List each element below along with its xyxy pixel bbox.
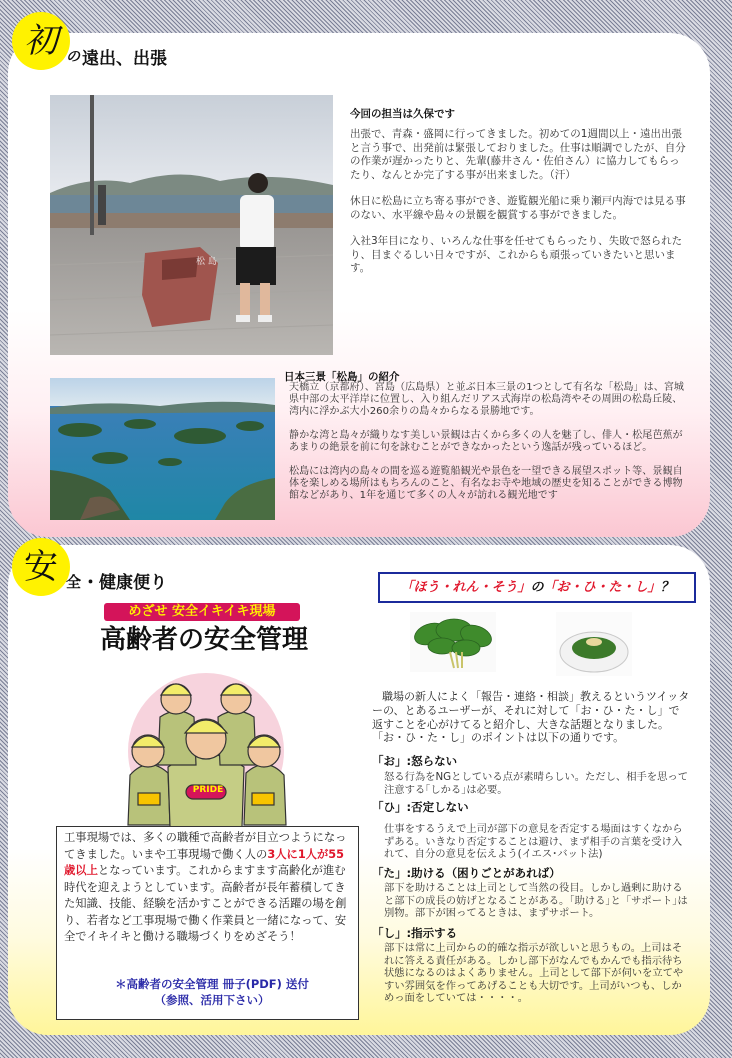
question-connector: の: [530, 580, 544, 595]
question-mark: ？: [660, 580, 674, 595]
matsushima-paragraph: 静かな湾と島々が織りなす美しい景観は古くから多くの人を魅了し、俳人・松尾芭蕉があまりの絶景を前に句を詠むことができなかったという逸話が残っているほど。: [289, 430, 683, 453]
hourensou-question-box: [378, 572, 696, 603]
poster-banner: めざせ 安全イキイキ現場: [104, 603, 300, 621]
matsushima-text: [289, 382, 689, 515]
ohitashi-intro: 職場の新人によく「報告・連絡・相談」教えるというツイッターの、とあるユーザーが、それに対して「お・ひ・た・し」で返すことを心がけてると紹介し、大きな話題となりました。「お・ひ・た・し」のポイントは以下の通りです。: [372, 690, 690, 745]
section2-badge-char: 安: [24, 547, 58, 587]
question-hourensou: 「ほう・れん・そう」: [400, 580, 531, 595]
matsushima-visit-photo: [50, 95, 333, 355]
question-ohitashi: 「お・ひ・た・し」: [543, 580, 661, 595]
section1-title: 遠出、出張: [82, 49, 167, 69]
pdf-booklet-notice: ＊高齢者の安全管理 冊子(PDF) 送付 （参照、活用下さい）: [115, 977, 309, 1007]
workers-illustration: [108, 655, 304, 827]
staff-paragraph: 出張で、青森・盛岡に行ってきました。初めての1週間以上・遠出出張と言う事で、出発前は緊張しておりました。仕事は順調でしたが、自分の作業が遅かったりと、先輩(藤井さん・佐伯さん）に協力してもらったり、なんとか完了する事が出来ました。（汗）: [350, 128, 686, 181]
section2-title: ・健康便り: [82, 573, 167, 593]
info-text-after: となっています。これからますます高齢化が進む時代を迎えようとしています。高齢者が長年蓄積してきた知識、技能、経験を活かすことができる活躍の場を創り、若者など工事現場で働く作業員と一緒になって、安全でイキイキと働ける職場づくりをめざそう！: [64, 864, 347, 943]
pride-badge: PRIDE: [192, 785, 224, 795]
poster-title: 高齢者の安全管理: [99, 625, 308, 655]
ohitashi-dish-photo: [556, 612, 632, 676]
elderly-safety-text: [64, 830, 354, 946]
hourensou-question: [380, 574, 694, 601]
staff-heading: 今回の担当は久保です: [350, 108, 455, 120]
section1-badge-char: 初: [24, 21, 58, 61]
section2-title-small: 全: [66, 573, 82, 591]
matsushima-paragraph: 松島には湾内の島々の間を巡る遊覧船観光や景色を一望できる展望スポット等、景観自体を楽しめる場所はもちろんのこと、有名なお寺や地域の歴史を知ることができる博物館などがあり、1年を通じて多くの人々が訪れる観光地です: [289, 466, 683, 501]
point-hi-body: 仕事をするうえで上司が部下の意見を否定する場面はすくなからずある。いきなり否定することは避け、まず相手の言葉を受け入れて、自分の意見を伝えよう(イエス･バット法): [384, 823, 683, 860]
matsushima-heading: 日本三景「松島」の紹介: [284, 371, 400, 383]
point-shi-heading: 「し」:指示する: [372, 926, 458, 940]
point-o-body: 怒る行為をNGとしている点が素晴らしい。ただし、相手を思って注意する｢しかる｣は必要。: [384, 771, 688, 796]
staff-paragraph: 入社3年目になり、いろんな仕事を任せてもらったり、失敗で怒られたり、目まぐるしい日々ですが、これからも頑張っていきたいと思います。: [350, 235, 683, 274]
section1-title-small: の: [66, 49, 80, 65]
monument-engraving: 松 島: [196, 257, 217, 267]
point-ta-heading: 「た」:助ける（困りごとがあれば）: [372, 866, 561, 880]
point-hi-heading: 「ひ」:否定しない: [372, 800, 469, 814]
point-o-heading: 「お」:怒らない: [372, 754, 458, 768]
point-ta-body: 部下を助けることは上司として当然の役目。しかし過剰に助けると部下の成長の妨げとなることがある。｢助ける｣と「サポート｣は別物。部下が困ってるときは、まずサポート。: [384, 882, 688, 919]
matsushima-bay-photo: [50, 378, 275, 520]
info-highlight: 3人に1人が55歳以上: [64, 847, 344, 877]
point-shi-body: 部下は常に上司からの的確な指示が欲しいと思うもの。上司はそれに答える責任がある。しかし部下がなんでもかんでも指示待ち状態になるのはよくありません。上司として部下が伺いを立てやすい雰囲気を作ってあげることも大切です。上司がいつも、しかめっ面をしていては・・・・。: [384, 942, 684, 1004]
spinach-photo: [410, 612, 496, 672]
staff-report-text: [350, 128, 690, 289]
info-text-before: 工事現場では、多くの職種で高齢者が目立つようになってきました。いまや工事現場で働く人の: [64, 831, 347, 861]
elderly-safety-box: [56, 826, 359, 1020]
staff-paragraph: 休日に松島に立ち寄る事ができ、遊覧観光船に乗り瀬戸内海では見る事のない、水平線や島々の景観を観賞する事ができました。: [350, 195, 686, 221]
matsushima-paragraph: 天橋立（京都府）、宮島（広島県）と並ぶ日本三景の1つとして有名な「松島」は、宮城県中部の太平洋岸に位置し、入り組んだリアス式海岸の松島湾やその周囲の松島丘陵、湾内に浮かぶ大小260余りの島々からなる景勝地です。: [289, 382, 685, 417]
